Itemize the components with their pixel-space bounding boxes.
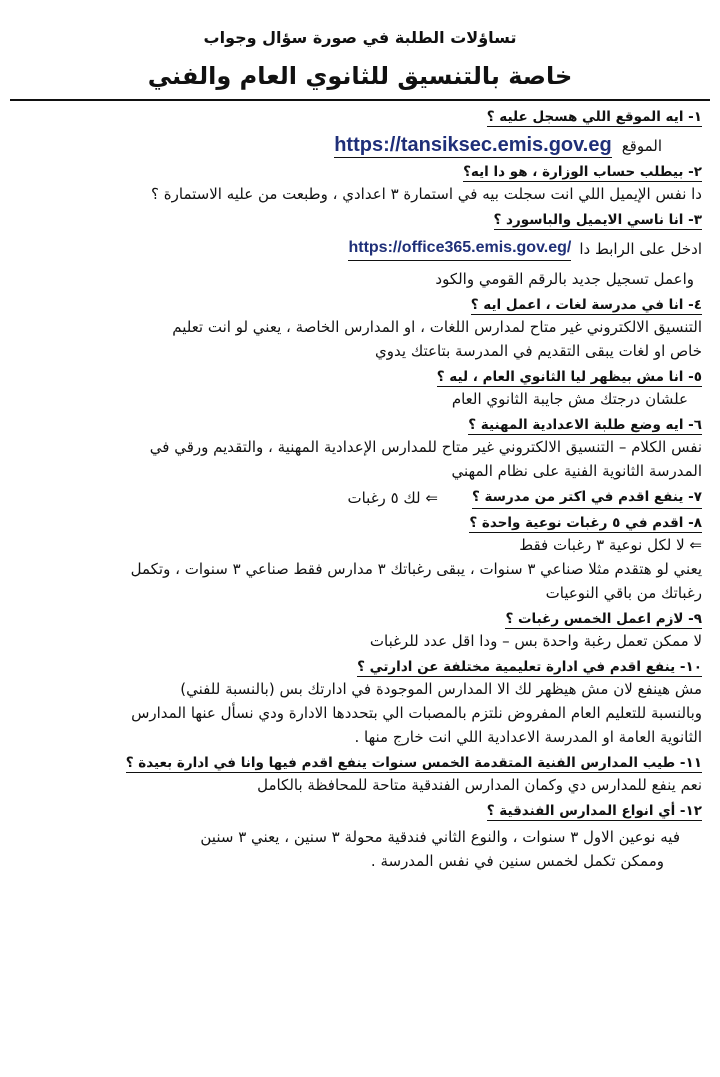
answer-8-line-3: رغباتك من باقي النوعيات: [545, 584, 702, 602]
answer-12-line-2: وممكن تكمل لخمس سنين في نفس المدرسة .: [370, 852, 664, 870]
answer-12: فيه نوعين الاول ٣ سنوات ، والنوع الثاني فندقية محولة ٣ سنين ، يعني ٣ سنين: [200, 828, 680, 846]
question-5: ٥- انا مش بيظهر ليا الثانوي العام ، ليه ؟: [436, 369, 702, 385]
question-10: ١٠- ينفع اقدم في ادارة تعليمية مختلفة عن ادارتي ؟: [357, 659, 702, 675]
question-7: ٧- ينفع اقدم في اكتر من مدرسة ؟ ⇐ لك ٥ رغبات: [347, 489, 702, 507]
answer-8-line-2: يعني لو هتقدم مثلا صناعي ٣ سنوات ، يبقى رغباتك ٣ مدارس فقط صناعي ٣ سنوات ، وتكمل: [130, 560, 702, 578]
answer-4-line-2: خاص او لغات يبقى التقديم في المدرسة بتاعتك يدوي: [375, 342, 702, 360]
answer-8: ⇐ لا لكل نوعية ٣ رغبات فقط: [519, 536, 702, 554]
answer-3-label: ادخل على الرابط دا: [579, 239, 702, 258]
answer-3: [14, 236, 702, 261]
answer-4: التنسيق الالكتروني غير متاح لمدارس اللغات ، او المدارس الخاصة ، يعني لو انت تعليم: [172, 318, 702, 336]
answer-11: نعم ينفع للمدارس دي وكمان المدارس الفندقية متاحة للمحافظة بالكامل: [257, 776, 702, 794]
answer-9: لا ممكن تعمل رغبة واحدة بس – ودا اقل عدد للرغبات: [369, 632, 702, 650]
answer-2: دا نفس الإيميل اللي انت سجلت بيه في استمارة ٣ اعدادي ، وطبعت من عليه الاستمارة ؟: [151, 185, 702, 203]
question-4: ٤- انا في مدرسة لغات ، اعمل ايه ؟: [470, 297, 702, 313]
answer-5: علشان درجتك مش جايبة الثانوي العام: [451, 390, 688, 408]
question-2: ٢- بيطلب حساب الوزارة ، هو دا ايه؟: [463, 164, 702, 180]
qa-list: [14, 103, 702, 873]
office365-link[interactable]: https://office365.emis.gov.eg/: [348, 236, 571, 261]
answer-7: ⇐ لك ٥ رغبات: [347, 489, 438, 507]
document-subtitle: تساؤلات الطلبة في صورة سؤال وجواب: [203, 28, 517, 47]
question-11: ١١- طيب المدارس الفنية المتقدمة الخمس سنوات ينفع اقدم فيها وانا في ادارة بعيدة ؟: [125, 755, 702, 771]
answer-10-line-2: وبالنسبة للتعليم العام المفروض نلتزم بالمصبات الي بتحددها الادارة ودي نسأل عنها المدارس: [131, 704, 702, 722]
question-9: ٩- لازم اعمل الخمس رغبات ؟: [505, 611, 702, 627]
answer-10-line-3: الثانوية العامة او المدرسة الاعدادية اللي انت خارج منها .: [354, 728, 702, 746]
answer-6-line-2: المدرسة الثانوية الفنية على نظام المهني: [451, 462, 702, 480]
answer-6: نفس الكلام – التنسيق الالكتروني غير متاح للمدارس الإعدادية المهنية ، والتقديم ورقي في: [149, 438, 702, 456]
header-rule: [10, 99, 710, 101]
question-12: ١٢- أي انواع المدارس الفندقية ؟: [486, 803, 702, 819]
answer-10: مش هينفع لان مش هيظهر لك الا المدارس الموجودة في ادارتك بس (بالنسبة للفني): [180, 680, 702, 698]
answer-1-label: الموقع: [621, 136, 662, 155]
answer-1: [14, 133, 662, 158]
tansik-link[interactable]: https://tansiksec.emis.gov.eg: [334, 134, 612, 156]
question-8: ٨- اقدم في ٥ رغبات نوعية واحدة ؟: [469, 515, 702, 531]
question-1: ١- ايه الموقع اللي هسجل عليه ؟: [486, 109, 702, 125]
document-title: خاصة بالتنسيق للثانوي العام والفني: [147, 62, 573, 90]
answer-3-line-2: واعمل تسجيل جديد بالرقم القومي والكود: [435, 270, 694, 288]
question-3: ٣- انا ناسي الايميل والباسورد ؟: [493, 212, 702, 228]
question-6: ٦- ايه وضع طلبة الاعدادية المهنية ؟: [468, 417, 702, 433]
